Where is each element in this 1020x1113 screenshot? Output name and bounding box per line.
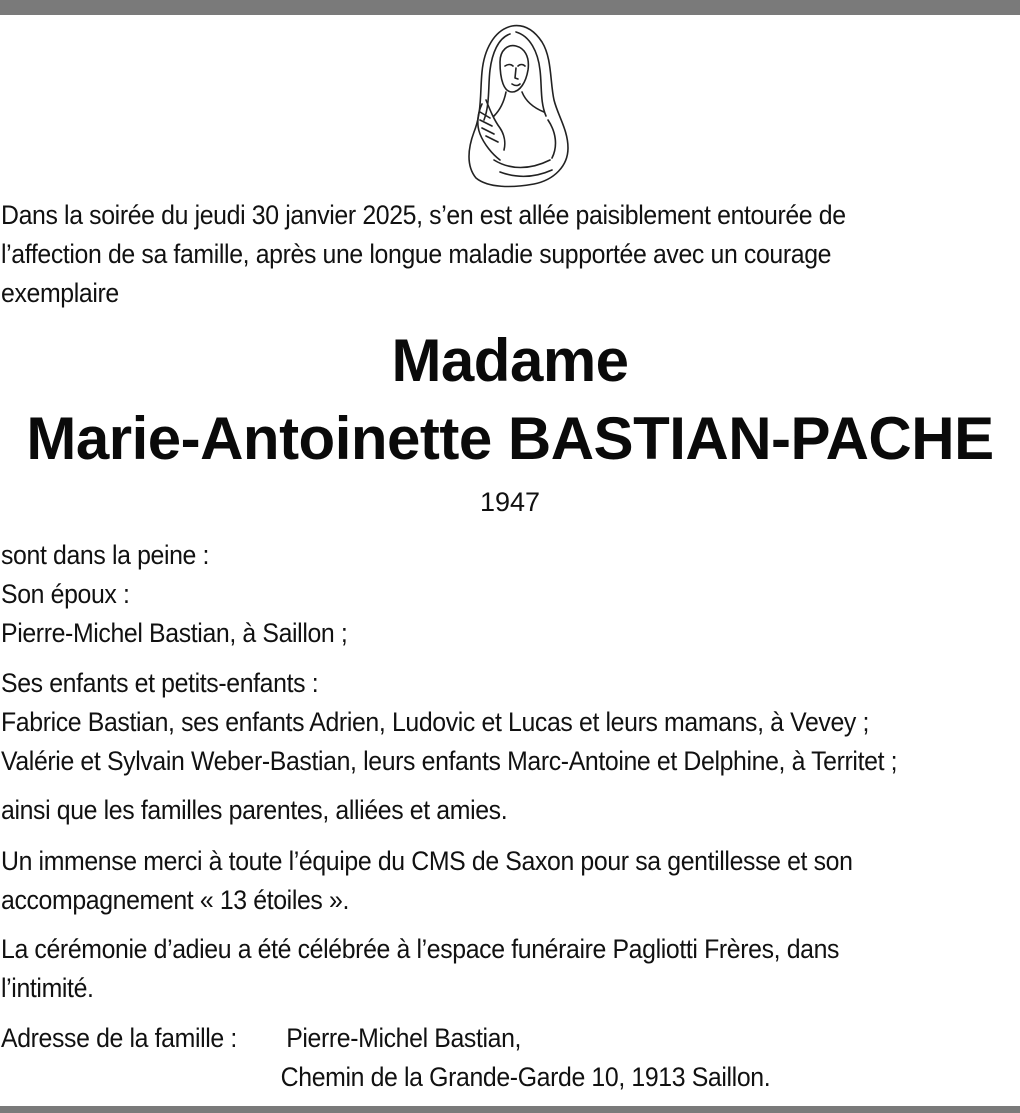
- mourners-intro: sont dans la peine :: [1, 540, 210, 570]
- child-family-line: Valérie et Sylvain Weber-Bastian, leurs enfants Marc-Antoine et Delphine, à Territet ;: [1, 746, 898, 776]
- thanks-line: accompagnement « 13 étoiles ».: [1, 885, 349, 915]
- intro-line: l’affection de sa famille, après une longue maladie supportée avec un courage: [1, 239, 832, 269]
- ceremony-line: l’intimité.: [1, 973, 94, 1003]
- intro-line: Dans la soirée du jeudi 30 janvier 2025, s’en est allée paisiblement entourée de: [1, 200, 846, 230]
- address-line-1: Pierre-Michel Bastian,: [286, 1023, 522, 1053]
- birth-year: 1947: [479, 487, 541, 517]
- children-block: [1, 664, 897, 781]
- address-label: Adresse de la famille :: [1, 1023, 237, 1053]
- thanks-paragraph: [1, 842, 853, 920]
- family-address: [1, 1019, 770, 1097]
- bottom-rule: [0, 1106, 1020, 1113]
- ceremony-paragraph: [1, 930, 839, 1008]
- intro-paragraph: [1, 196, 846, 313]
- mourners-block: [1, 536, 347, 653]
- intro-line: exemplaire: [1, 278, 119, 308]
- address-line-2: Chemin de la Grande-Garde 10, 1913 Saillon.: [280, 1062, 771, 1092]
- deceased-name: Marie-Antoinette BASTIAN-PACHE: [26, 405, 994, 472]
- honorific-title: Madame: [391, 327, 629, 394]
- children-label: Ses enfants et petits-enfants :: [1, 668, 319, 698]
- top-rule: [0, 0, 1020, 15]
- ceremony-line: La cérémonie d’adieu a été célébrée à l’espace funéraire Pagliotti Frères, dans: [1, 934, 840, 964]
- families-line: ainsi que les familles parentes, alliées et amies.: [1, 795, 508, 825]
- praying-madonna-icon: [460, 20, 576, 190]
- thanks-line: Un immense merci à toute l’équipe du CMS de Saxon pour sa gentillesse et son: [1, 846, 853, 876]
- child-family-line: Fabrice Bastian, ses enfants Adrien, Ludovic et Lucas et leurs mamans, à Vevey ;: [1, 707, 870, 737]
- spouse-name: Pierre-Michel Bastian, à Saillon ;: [1, 618, 348, 648]
- spouse-label: Son époux :: [1, 579, 130, 609]
